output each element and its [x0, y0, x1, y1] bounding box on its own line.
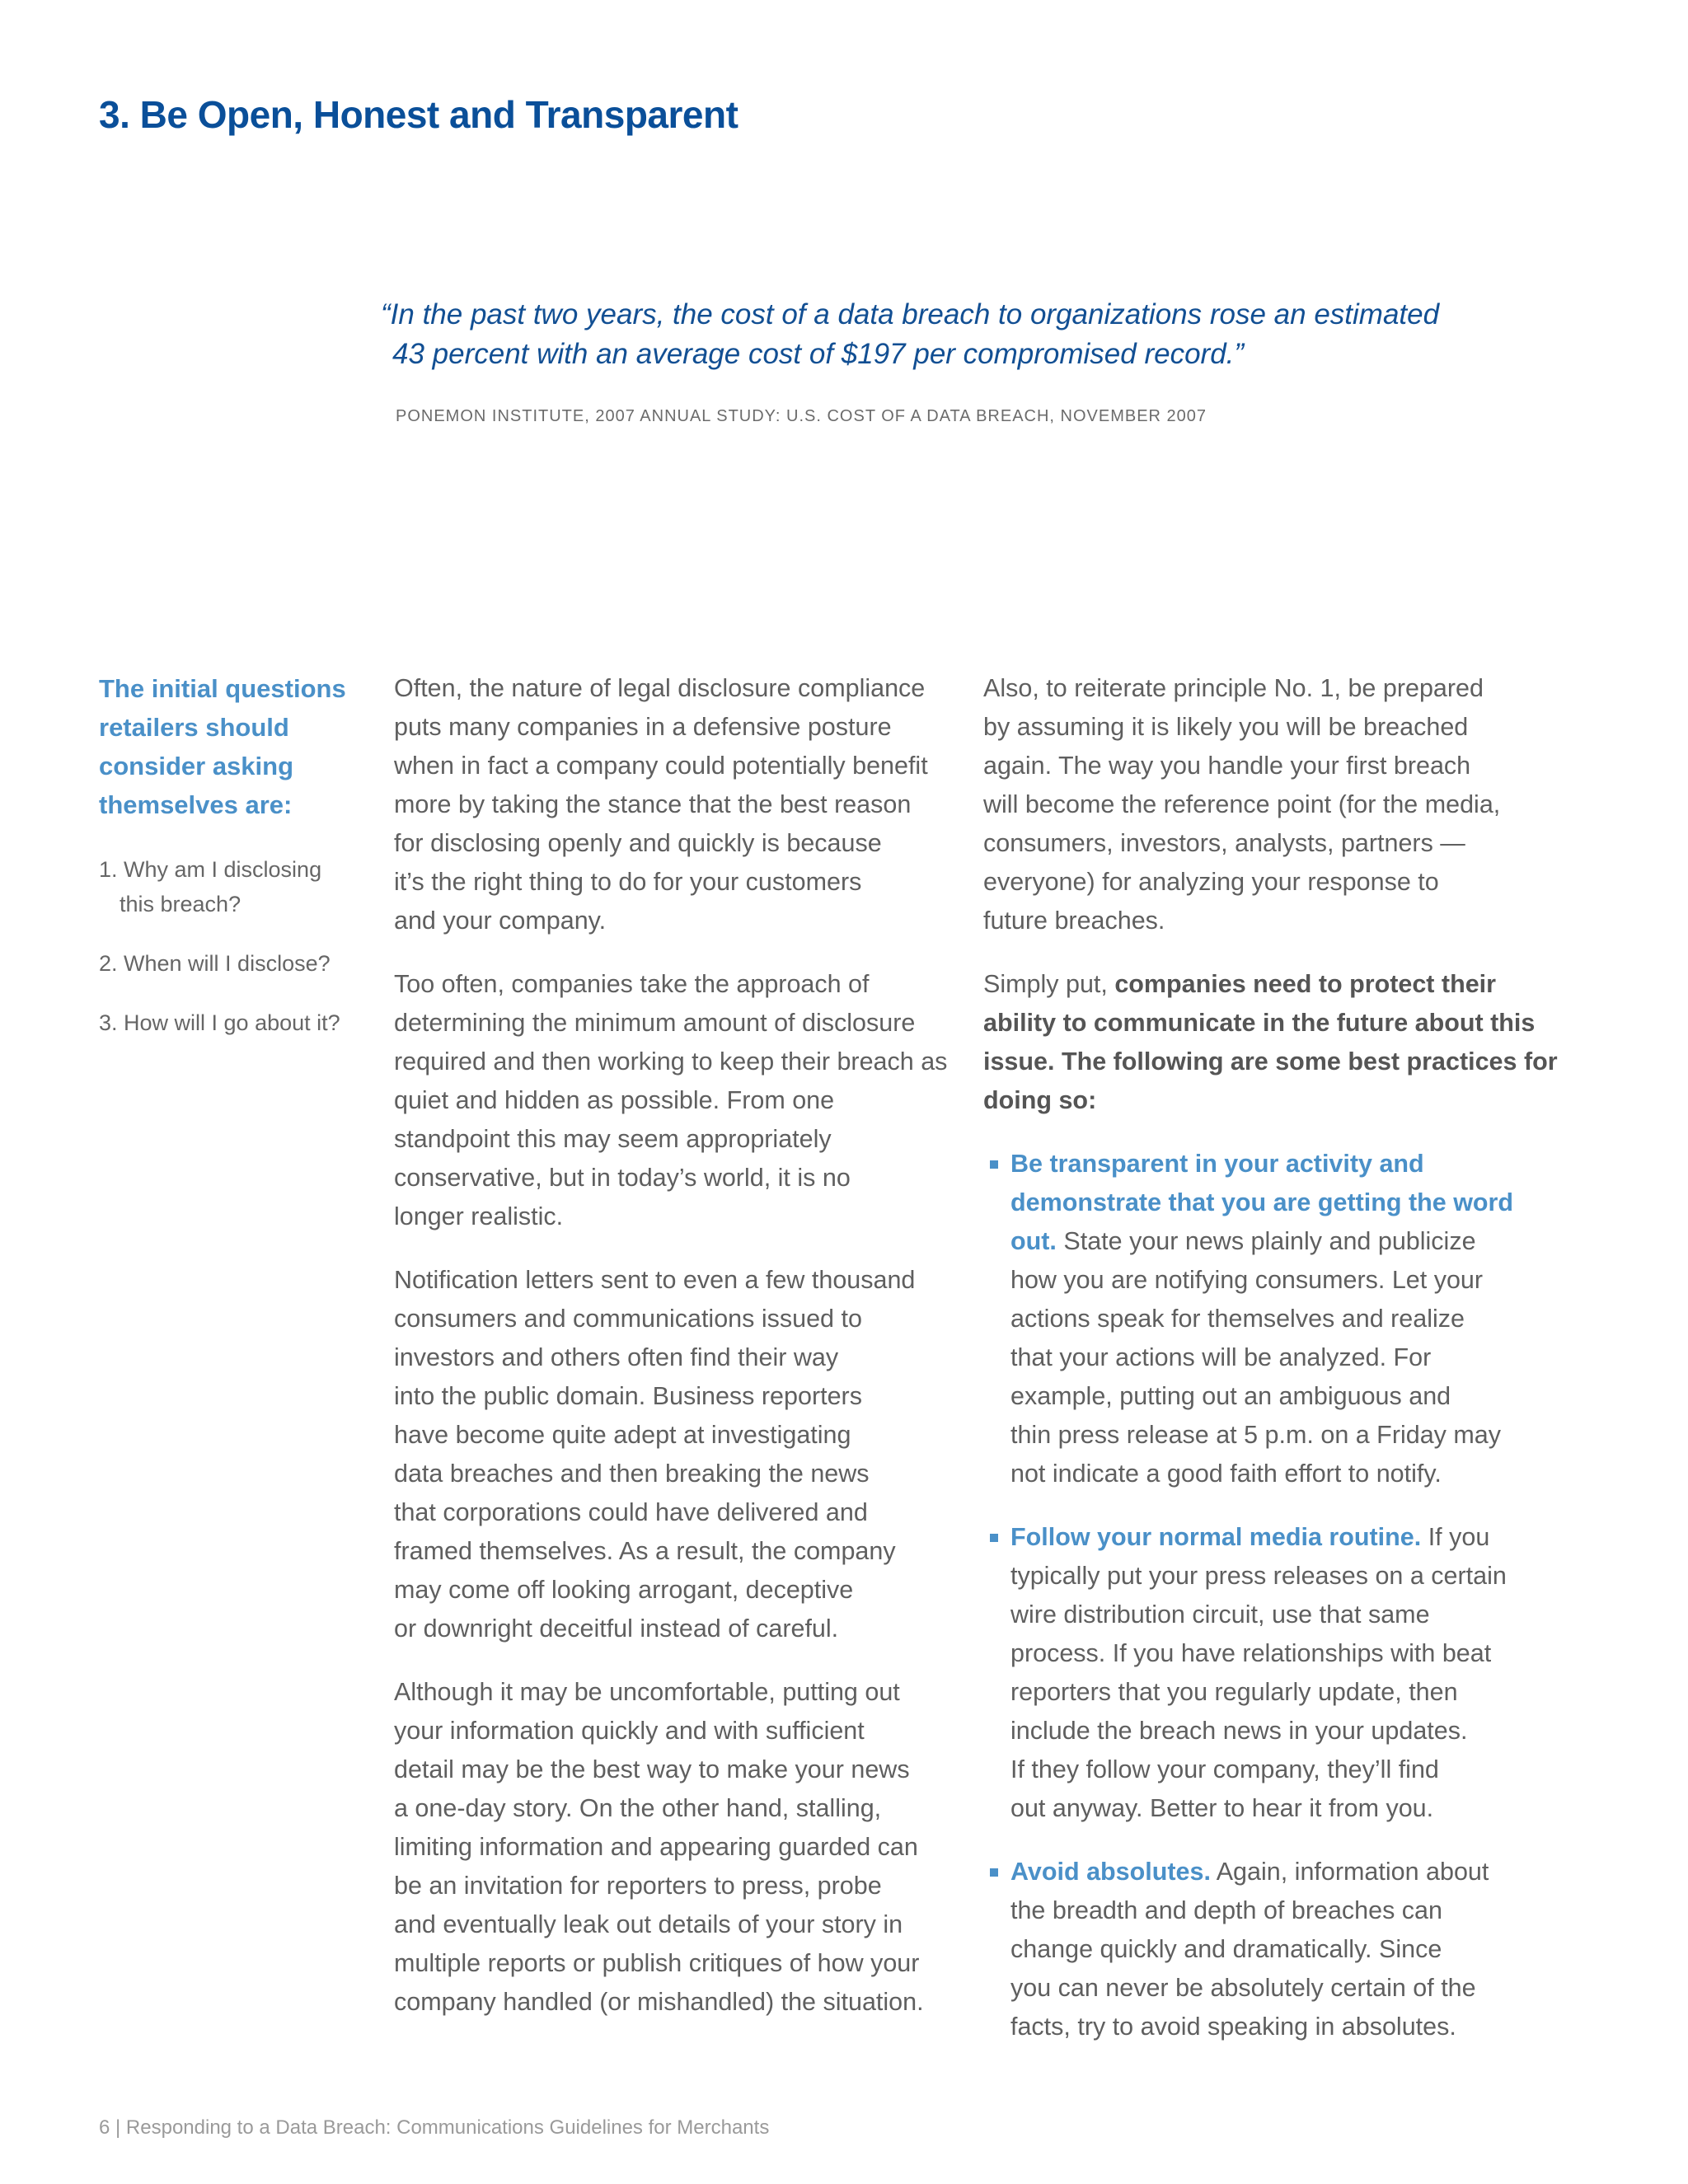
text-line: quiet and hidden as possible. From one: [394, 1086, 835, 1114]
text-line: reporters that you regularly update, then: [1010, 1678, 1458, 1706]
bullet-body: [1010, 1518, 1560, 1828]
intro-bold-text: issue. The following are some best practices: [983, 1047, 1517, 1076]
text-line: framed themselves. As a result, the company: [394, 1537, 896, 1565]
intro-bold-text: ability to communicate in the future about this: [983, 1009, 1536, 1037]
text-line: not indicate a good faith effort to notify.: [1010, 1460, 1442, 1488]
text-line: conservative, but in today’s world, it is no: [394, 1164, 851, 1192]
bullet-text: Again, information about: [1210, 1858, 1489, 1886]
text-line: actions speak for themselves and realize: [1010, 1305, 1465, 1333]
text-line: consumers, investors, analysts, partners —: [983, 829, 1465, 857]
bullet-body: [1010, 1145, 1560, 1493]
bullet-square-icon: [990, 1534, 998, 1542]
text-line: how you are notifying consumers. Let your: [1010, 1266, 1484, 1294]
text-line: facts, try to avoid speaking in absolutes.: [1010, 2013, 1456, 2041]
text-line: longer realistic.: [394, 1202, 564, 1230]
quote-source: PONEMON INSTITUTE, 2007 ANNUAL STUDY: U.S. COST OF A DATA BREACH, NOVEMBER 2007: [396, 407, 1207, 425]
text-line: by assuming it is likely you will be breached: [983, 713, 1469, 741]
intro-bold-text: for doing so:: [983, 1047, 1558, 1114]
text-line: thin press release at 5 p.m. on a Friday may: [1010, 1421, 1502, 1449]
bullet-line: [1010, 1518, 1560, 1557]
page-title: 3. Be Open, Honest and Transparent: [99, 93, 738, 136]
question-item: [99, 946, 363, 981]
text-line: example, putting out an ambiguous and: [1010, 1382, 1451, 1410]
text-line: required and then working to keep their breach as: [394, 1047, 948, 1076]
bullet-line: [1010, 1853, 1560, 1891]
text-line: when in fact a company could potentially benefit: [394, 752, 928, 780]
bullet-lead: Follow your normal media routine.: [1010, 1523, 1422, 1551]
text-line: into the public domain. Business reporters: [394, 1382, 862, 1410]
bullet-lead: out.: [1010, 1227, 1057, 1255]
text-line: Notification letters sent to even a few thousand: [394, 1266, 916, 1294]
text-line: future breaches.: [983, 907, 1165, 935]
text-line: typically put your press releases on a certain: [1010, 1562, 1507, 1590]
question-item: [99, 1005, 363, 1040]
text-line: Too often, companies take the approach of: [394, 970, 870, 998]
bullet-lead: Avoid absolutes.: [1010, 1858, 1211, 1886]
bullet-text: If you: [1421, 1523, 1490, 1551]
text-line: may come off looking arrogant, deceptive: [394, 1576, 854, 1604]
text-line: be an invitation for reporters to press, probe: [394, 1872, 882, 1900]
text-line: standpoint this may seem appropriately: [394, 1125, 832, 1153]
sidebar-heading-line: consider asking: [99, 752, 294, 780]
bullet-lines: [1010, 1891, 1560, 2046]
text-line: include the breach news in your updates.: [1010, 1717, 1468, 1745]
text-line: If they follow your company, they’ll find: [1010, 1755, 1439, 1783]
paragraph-best-practices-intro: [983, 965, 1560, 1120]
text-line: consumers and communications issued to: [394, 1305, 862, 1333]
text-line: again. The way you handle your first breach: [983, 752, 1471, 780]
best-practice-item: [983, 1853, 1560, 2046]
text-line: the breadth and depth of breaches can: [1010, 1896, 1442, 1924]
text-line: or downright deceitful instead of careful.: [394, 1615, 839, 1643]
text-line: more by taking the stance that the best reason: [394, 790, 912, 818]
bullet-square-icon: [990, 1160, 998, 1169]
text-line: detail may be the best way to make your news: [394, 1755, 910, 1783]
quote-line: 43 percent with an average cost of $197 per compromised record.”: [392, 338, 1245, 370]
text-line: investors and others often find their way: [394, 1343, 839, 1371]
bullet-lines: [1010, 1557, 1560, 1828]
intro-line: [983, 965, 1560, 1004]
question-text: this breach?: [120, 892, 241, 916]
sidebar: [99, 669, 363, 1065]
paragraph: [394, 1261, 971, 1648]
sidebar-heading-line: The initial questions: [99, 674, 346, 703]
sidebar-heading-line: retailers should: [99, 713, 289, 742]
text-line: and eventually leak out details of your story in: [394, 1910, 903, 1938]
text-line: Also, to reiterate principle No. 1, be prepared: [983, 674, 1484, 702]
paragraph: [983, 669, 1560, 940]
text-line: Often, the nature of legal disclosure compliance: [394, 674, 926, 702]
text-line: will become the reference point (for the media,: [983, 790, 1501, 818]
question-list: [99, 852, 363, 1040]
text-line: you can never be absolutely certain of the: [1010, 1974, 1476, 2002]
intro-text: Simply put,: [983, 970, 1115, 998]
bullet-lead: demonstrate that you are getting the word: [1010, 1188, 1514, 1216]
paragraph: [394, 669, 971, 940]
text-line: puts many companies in a defensive posture: [394, 713, 892, 741]
text-line: wire distribution circuit, use that same: [1010, 1601, 1430, 1629]
best-practices-list: [983, 1145, 1560, 2046]
text-line: and your company.: [394, 907, 607, 935]
bullet-lines: [1010, 1261, 1560, 1493]
text-line: determining the minimum amount of disclosure: [394, 1009, 916, 1037]
intro-bold-text: companies need to protect their: [1114, 970, 1497, 998]
question-text: 3. How will I go about it?: [99, 1010, 340, 1035]
body-column-2: [983, 669, 1560, 2071]
text-line: limiting information and appearing guarded can: [394, 1833, 918, 1861]
text-line: company handled (or mishandled) the situation.: [394, 1988, 924, 2016]
bullet-lead: Be transparent in your activity and: [1010, 1150, 1424, 1178]
body-column-1: [394, 669, 971, 2046]
text-line: data breaches and then breaking the news: [394, 1460, 870, 1488]
text-line: everyone) for analyzing your response to: [983, 868, 1439, 896]
bullet-line: [1010, 1222, 1560, 1261]
text-line: that your actions will be analyzed. For: [1010, 1343, 1432, 1371]
text-line: Although it may be uncomfortable, putting out: [394, 1678, 900, 1706]
sidebar-heading: [99, 669, 363, 824]
text-line: a one-day story. On the other hand, stalling,: [394, 1794, 882, 1822]
text-line: your information quickly and with sufficient: [394, 1717, 865, 1745]
question-text: 1. Why am I disclosing: [99, 857, 322, 882]
bullet-body: [1010, 1853, 1560, 2046]
text-line: have become quite adept at investigating: [394, 1421, 851, 1449]
page-footer: 6 | Responding to a Data Breach: Communications Guidelines for Merchants: [99, 2116, 770, 2139]
bullet-square-icon: [990, 1868, 998, 1877]
bullet-text: State your news plainly and publicize: [1056, 1227, 1476, 1255]
text-line: out anyway. Better to hear it from you.: [1010, 1794, 1434, 1822]
text-line: for disclosing openly and quickly is because: [394, 829, 882, 857]
text-line: it’s the right thing to do for your customers: [394, 868, 862, 896]
quote-line: “In the past two years, the cost of a data breach to organizations rose an estimated: [381, 298, 1440, 330]
text-line: process. If you have relationships with beat: [1010, 1639, 1492, 1667]
text-line: multiple reports or publish critiques of how your: [394, 1949, 920, 1977]
text-line: change quickly and dramatically. Since: [1010, 1935, 1442, 1963]
paragraph: [394, 1673, 971, 2022]
question-text: 2. When will I disclose?: [99, 951, 331, 976]
text-line: that corporations could have delivered and: [394, 1498, 868, 1526]
best-practice-item: [983, 1145, 1560, 1493]
pull-quote: [381, 295, 1477, 374]
best-practice-item: [983, 1518, 1560, 1828]
paragraph: [394, 965, 971, 1236]
question-item: [99, 852, 363, 921]
sidebar-heading-line: themselves are:: [99, 790, 293, 819]
